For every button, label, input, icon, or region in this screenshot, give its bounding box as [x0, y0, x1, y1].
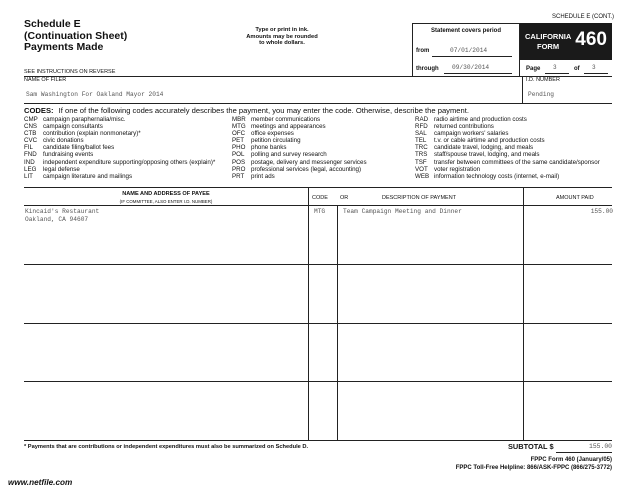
- code-abbrev: TRS: [415, 151, 428, 159]
- of-label: of: [574, 66, 580, 72]
- code-entry: [24, 137, 215, 144]
- code-abbrev: LEG: [24, 165, 37, 173]
- from-underline: [432, 56, 512, 57]
- code-entry: [24, 116, 215, 123]
- code-entry: [24, 173, 215, 180]
- code-entry: [232, 116, 367, 123]
- code-abbrev: PRT: [232, 172, 245, 180]
- col-or-header: OR: [340, 195, 349, 201]
- form-number: 460: [575, 29, 607, 50]
- code-description: returned contributions: [434, 123, 494, 131]
- code-description: independent expenditure supporting/opposing others (explain)*: [43, 158, 216, 166]
- col-code-header: CODE: [312, 195, 328, 201]
- code-description: postage, delivery and messenger services: [251, 158, 367, 166]
- filer-divider: [522, 76, 523, 103]
- title-line-1: Schedule E: [24, 18, 81, 30]
- code-entry: [415, 159, 600, 166]
- page-label: Page: [526, 66, 541, 72]
- code-description: campaign consultants: [43, 123, 103, 131]
- page-value[interactable]: 3: [553, 64, 557, 71]
- code-entry: [232, 130, 367, 137]
- col-payee-subtitle: (IF COMMITTEE, ALSO ENTER I.D. NUMBER): [119, 199, 213, 204]
- code-abbrev: MBR: [232, 116, 246, 123]
- code-description: polling and survey research: [251, 151, 327, 159]
- amount-paid[interactable]: 155.00: [590, 208, 613, 215]
- code-abbrev: RAD: [415, 116, 429, 123]
- code-entry: [415, 116, 600, 123]
- subtotal-value[interactable]: 155.00: [588, 443, 612, 450]
- codes-column-2: [232, 116, 367, 180]
- code-description: radio airtime and production costs: [434, 116, 527, 123]
- of-value[interactable]: 3: [592, 64, 596, 71]
- code-description: candidate filing/ballot fees: [43, 144, 115, 152]
- title-line-2: (Continuation Sheet): [24, 29, 128, 42]
- table-row-divider: [24, 264, 612, 265]
- code-description: information technology costs (internet, e-mail): [434, 172, 560, 180]
- code-description: office expenses: [251, 130, 294, 138]
- from-label: from: [416, 48, 430, 54]
- code-description: fundraising events: [43, 151, 94, 159]
- table-row-divider: [24, 323, 612, 324]
- col-payee-title: NAME AND ADDRESS OF PAYEE: [122, 191, 210, 197]
- code-abbrev: TSF: [415, 158, 427, 166]
- code-entry: [24, 159, 215, 166]
- code-description: campaign paraphernalia/misc.: [43, 116, 126, 123]
- codes-heading-row: [24, 106, 469, 115]
- period-label: Statement covers period: [430, 28, 502, 34]
- code-entry: [24, 166, 215, 173]
- form-revision: FPPC Form 460 (January/05): [530, 457, 612, 463]
- payee-address[interactable]: Oakland, CA 94607: [25, 216, 89, 223]
- col-amount-header: AMOUNT PAID: [556, 195, 594, 201]
- ink-note-line-1: Type or print in ink.: [255, 27, 309, 33]
- code-abbrev: OFC: [232, 130, 246, 138]
- through-value[interactable]: 09/30/2014: [452, 64, 490, 71]
- code-entry: [232, 151, 367, 158]
- code-abbrev: FND: [24, 151, 37, 159]
- payment-code[interactable]: MTG: [314, 208, 326, 215]
- code-description: meetings and appearances: [251, 123, 326, 131]
- code-abbrev: PRO: [232, 165, 246, 173]
- code-abbrev: POS: [232, 158, 246, 166]
- code-entry: [24, 151, 215, 158]
- code-description: campaign literature and mailings: [43, 172, 133, 180]
- divider-desc-amount: [523, 187, 524, 440]
- instructions-note: SEE INSTRUCTIONS ON REVERSE: [24, 69, 116, 75]
- form-badge: [520, 23, 612, 60]
- payee-name[interactable]: Kincaid's Restaurant: [25, 208, 100, 215]
- code-description: voter registration: [434, 165, 481, 173]
- ink-note: [232, 27, 332, 47]
- code-entry: [415, 173, 600, 180]
- code-abbrev: RFD: [415, 123, 428, 131]
- code-entry: [232, 173, 367, 180]
- subtotal-underline: [556, 452, 612, 453]
- filer-label: NAME OF FILER: [24, 77, 67, 83]
- code-description: legal defense: [43, 165, 80, 173]
- netfile-link[interactable]: www.netfile.com: [8, 478, 73, 487]
- code-abbrev: CTB: [24, 130, 37, 138]
- col-desc-header: DESCRIPTION OF PAYMENT: [382, 195, 457, 201]
- ink-note-line-2: Amounts may be rounded: [246, 33, 318, 40]
- code-abbrev: MTG: [232, 123, 246, 131]
- table-row-divider: [24, 381, 612, 382]
- schedule-title: [24, 19, 127, 54]
- code-abbrev: PHO: [232, 144, 246, 152]
- code-entry: [415, 137, 600, 144]
- code-abbrev: CNS: [24, 123, 38, 131]
- code-entry: [415, 130, 600, 137]
- col-payee-header: [24, 191, 308, 205]
- payment-description[interactable]: Team Campaign Meeting and Dinner: [343, 208, 462, 215]
- subtotal-label: SUBTOTAL $: [508, 442, 554, 451]
- code-abbrev: TRC: [415, 144, 428, 152]
- code-description: contribution (explain nonmonetary)*: [43, 130, 141, 138]
- codes-instruction: If one of the following codes accurately describes the payment, you may enter the code. Otherwise, describe the payment.: [58, 106, 469, 115]
- codes-column-1: [24, 116, 215, 180]
- code-description: campaign workers' salaries: [434, 130, 509, 138]
- code-description: candidate travel, lodging, and meals: [434, 144, 534, 152]
- code-abbrev: IND: [24, 158, 35, 166]
- id-label: I.D. NUMBER: [526, 77, 560, 83]
- ink-note-line-3: to whole dollars.: [259, 40, 305, 47]
- contribution-note: * Payments that are contributions or independent expenditures must also be summarized on Schedule D.: [24, 444, 309, 450]
- codes-column-3: [415, 116, 600, 180]
- code-abbrev: FIL: [24, 144, 33, 152]
- code-entry: [415, 166, 600, 173]
- code-abbrev: CMP: [24, 116, 38, 123]
- code-abbrev: POL: [232, 151, 245, 159]
- code-description: print ads: [251, 172, 275, 180]
- code-abbrev: WEB: [415, 172, 430, 180]
- code-description: professional services (legal, accounting): [251, 165, 362, 173]
- code-entry: [232, 144, 367, 151]
- code-description: t.v. or cable airtime and production costs: [434, 137, 545, 145]
- page-underline: [545, 73, 569, 74]
- code-description: petition circulating: [251, 137, 301, 145]
- code-description: staff/spouse travel, lodging, and meals: [434, 151, 540, 159]
- code-abbrev: TEL: [415, 137, 427, 145]
- code-entry: [415, 144, 600, 151]
- schedule-cont-label: SCHEDULE E (CONT.): [551, 14, 614, 20]
- code-description: member communications: [251, 116, 321, 123]
- through-underline: [444, 73, 512, 74]
- code-entry: [24, 130, 215, 137]
- code-entry: [232, 123, 367, 130]
- title-line-3: Payments Made: [24, 41, 104, 53]
- code-description: civic donations: [43, 137, 84, 145]
- of-underline: [584, 73, 608, 74]
- code-entry: [232, 159, 367, 166]
- code-description: transfer between committees of the same candidate/sponsor: [434, 158, 600, 166]
- fppc-helpline: FPPC Toll-Free Helpline: 866/ASK-FPPC (866/275-3772): [455, 465, 612, 471]
- from-value[interactable]: 07/01/2014: [450, 47, 488, 54]
- code-entry: [24, 123, 215, 130]
- divider-payee-code: [308, 187, 309, 440]
- code-entry: [415, 123, 600, 130]
- code-abbrev: SAL: [415, 130, 427, 138]
- codes-top-rule: [24, 103, 612, 104]
- code-entry: [232, 166, 367, 173]
- codes-heading: CODES:: [24, 106, 54, 115]
- code-abbrev: VOT: [415, 165, 428, 173]
- code-abbrev: LIT: [24, 172, 33, 180]
- code-entry: [232, 137, 367, 144]
- form-state: CALIFORNIA: [525, 32, 572, 41]
- table-bottom-rule: [24, 440, 612, 441]
- through-label: through: [416, 66, 439, 72]
- code-abbrev: CVC: [24, 137, 38, 145]
- code-abbrev: PET: [232, 137, 245, 145]
- code-entry: [24, 144, 215, 151]
- code-entry: [415, 151, 600, 158]
- filer-value[interactable]: Sam Washington For Oakland Mayor 2014: [26, 91, 164, 98]
- filer-top-rule: [24, 76, 612, 77]
- form-word: FORM: [537, 42, 560, 51]
- id-value[interactable]: Pending: [528, 91, 554, 98]
- code-description: phone banks: [251, 144, 287, 152]
